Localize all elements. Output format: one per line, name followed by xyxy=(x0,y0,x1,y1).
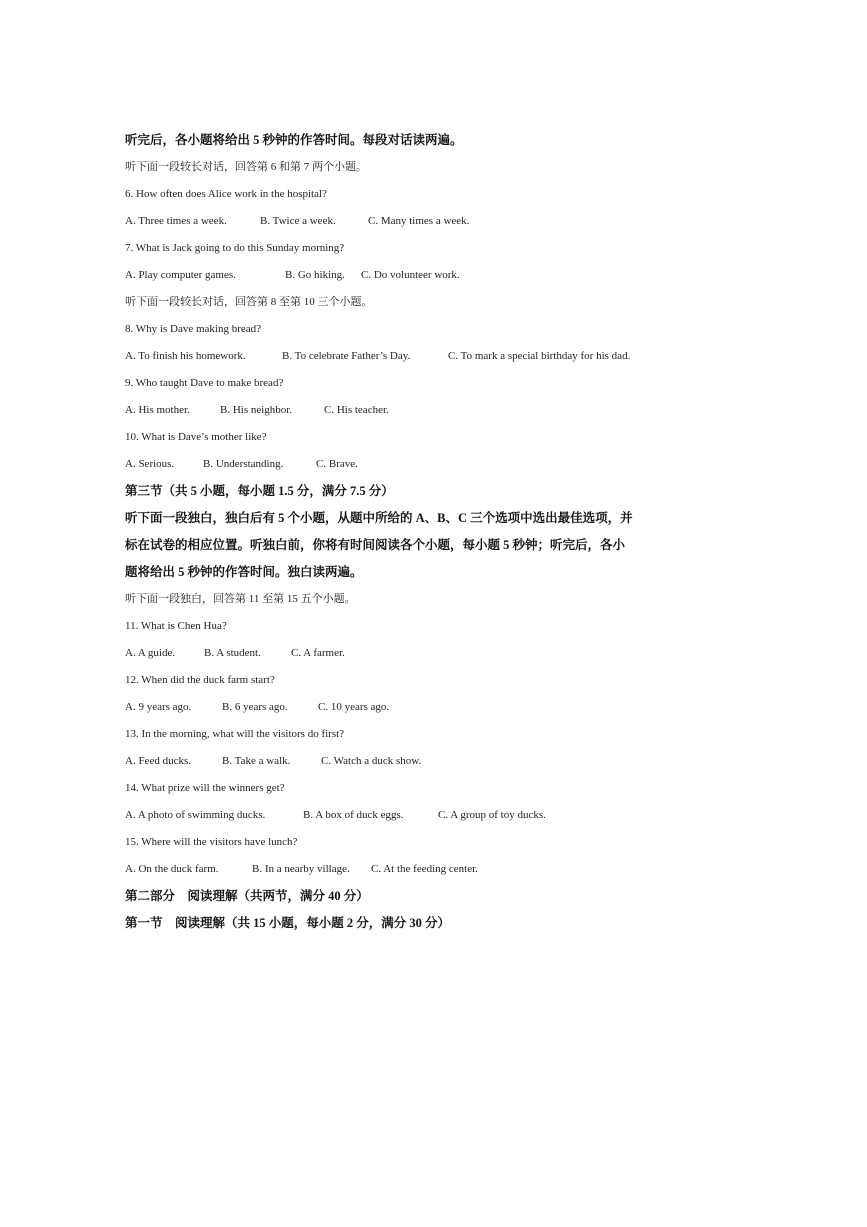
question-13-stem: 13. In the morning, what will the visitors do first? xyxy=(125,728,345,740)
section-direction: 听下面一段独白，回答第 11 至第 15 五个小题。 xyxy=(125,593,356,605)
question-7-options xyxy=(125,268,460,282)
section-heading: 第三节（共 5 小题，每小题 1.5 分，满分 7.5 分） xyxy=(125,484,394,498)
option-c: C. Many times a week. xyxy=(368,215,470,227)
question-15-options xyxy=(125,862,478,876)
option-c: C. To mark a special birthday for his dad. xyxy=(448,350,631,362)
question-6-stem: 6. How often does Alice work in the hospital? xyxy=(125,188,327,200)
question-9-options xyxy=(125,403,389,417)
option-c: C. 10 years ago. xyxy=(318,701,390,713)
option-a: A. To finish his homework. xyxy=(125,350,246,362)
question-13-options xyxy=(125,754,421,768)
option-c: C. Watch a duck show. xyxy=(321,755,422,767)
question-8-options xyxy=(125,349,630,363)
question-12-stem: 12. When did the duck farm start? xyxy=(125,674,275,686)
option-b: B. A box of duck eggs. xyxy=(303,809,404,821)
option-b: B. Go hiking. xyxy=(285,269,345,281)
section-direction: 听下面一段较长对话，回答第 6 和第 7 两个小题。 xyxy=(125,161,367,173)
instruction-text: 听下面一段独白，独白后有 5 个小题，从题中所给的 A、B、C 三个选项中选出最佳选项，并 xyxy=(125,511,633,525)
option-c: C. At the feeding center. xyxy=(371,863,478,875)
option-b: B. A student. xyxy=(204,647,261,659)
question-11-stem: 11. What is Chen Hua? xyxy=(125,620,227,632)
section-direction: 听下面一段较长对话，回答第 8 至第 10 三个小题。 xyxy=(125,296,373,308)
option-b: B. 6 years ago. xyxy=(222,701,288,713)
question-9-stem: 9. Who taught Dave to make bread? xyxy=(125,377,284,389)
option-b: B. Take a walk. xyxy=(222,755,291,767)
question-8-stem: 8. Why is Dave making bread? xyxy=(125,323,262,335)
instruction-text: 题将给出 5 秒钟的作答时间。独白读两遍。 xyxy=(125,565,363,579)
question-7-stem: 7. What is Jack going to do this Sunday morning? xyxy=(125,242,345,254)
option-a: A. A photo of swimming ducks. xyxy=(125,809,266,821)
option-a: A. 9 years ago. xyxy=(125,701,192,713)
option-c: C. Do volunteer work. xyxy=(361,269,460,281)
option-a: A. His mother. xyxy=(125,404,190,416)
option-b: B. Twice a week. xyxy=(260,215,336,227)
option-c: C. Brave. xyxy=(316,458,358,470)
option-c: C. A farmer. xyxy=(291,647,345,659)
option-c: C. His teacher. xyxy=(324,404,389,416)
part-heading: 第二部分 阅读理解（共两节，满分 40 分） xyxy=(125,889,369,903)
question-11-options xyxy=(125,646,345,660)
option-a: A. Play computer games. xyxy=(125,269,236,281)
question-14-options xyxy=(125,808,546,822)
option-a: A. Three times a week. xyxy=(125,215,227,227)
option-a: A. Serious. xyxy=(125,458,175,470)
instruction-text: 标在试卷的相应位置。听独白前，你将有时间阅读各个小题，每小题 5 秒钟；听完后，各小 xyxy=(125,538,626,552)
option-a: A. On the duck farm. xyxy=(125,863,219,875)
instruction-text: 听完后，各小题将给出 5 秒钟的作答时间。每段对话读两遍。 xyxy=(125,133,463,147)
option-b: B. Understanding. xyxy=(203,458,284,470)
question-12-options xyxy=(125,700,389,714)
question-10-options xyxy=(125,457,358,471)
question-14-stem: 14. What prize will the winners get? xyxy=(125,782,285,794)
option-b: B. To celebrate Father’s Day. xyxy=(282,350,411,362)
option-a: A. Feed ducks. xyxy=(125,755,191,767)
option-b: B. His neighbor. xyxy=(220,404,293,416)
option-a: A. A guide. xyxy=(125,647,176,659)
question-15-stem: 15. Where will the visitors have lunch? xyxy=(125,836,298,848)
option-c: C. A group of toy ducks. xyxy=(438,809,546,821)
question-10-stem: 10. What is Dave’s mother like? xyxy=(125,431,267,443)
option-b: B. In a nearby village. xyxy=(252,863,350,875)
section-heading: 第一节 阅读理解（共 15 小题，每小题 2 分，满分 30 分） xyxy=(125,916,451,930)
question-6-options xyxy=(125,214,469,228)
